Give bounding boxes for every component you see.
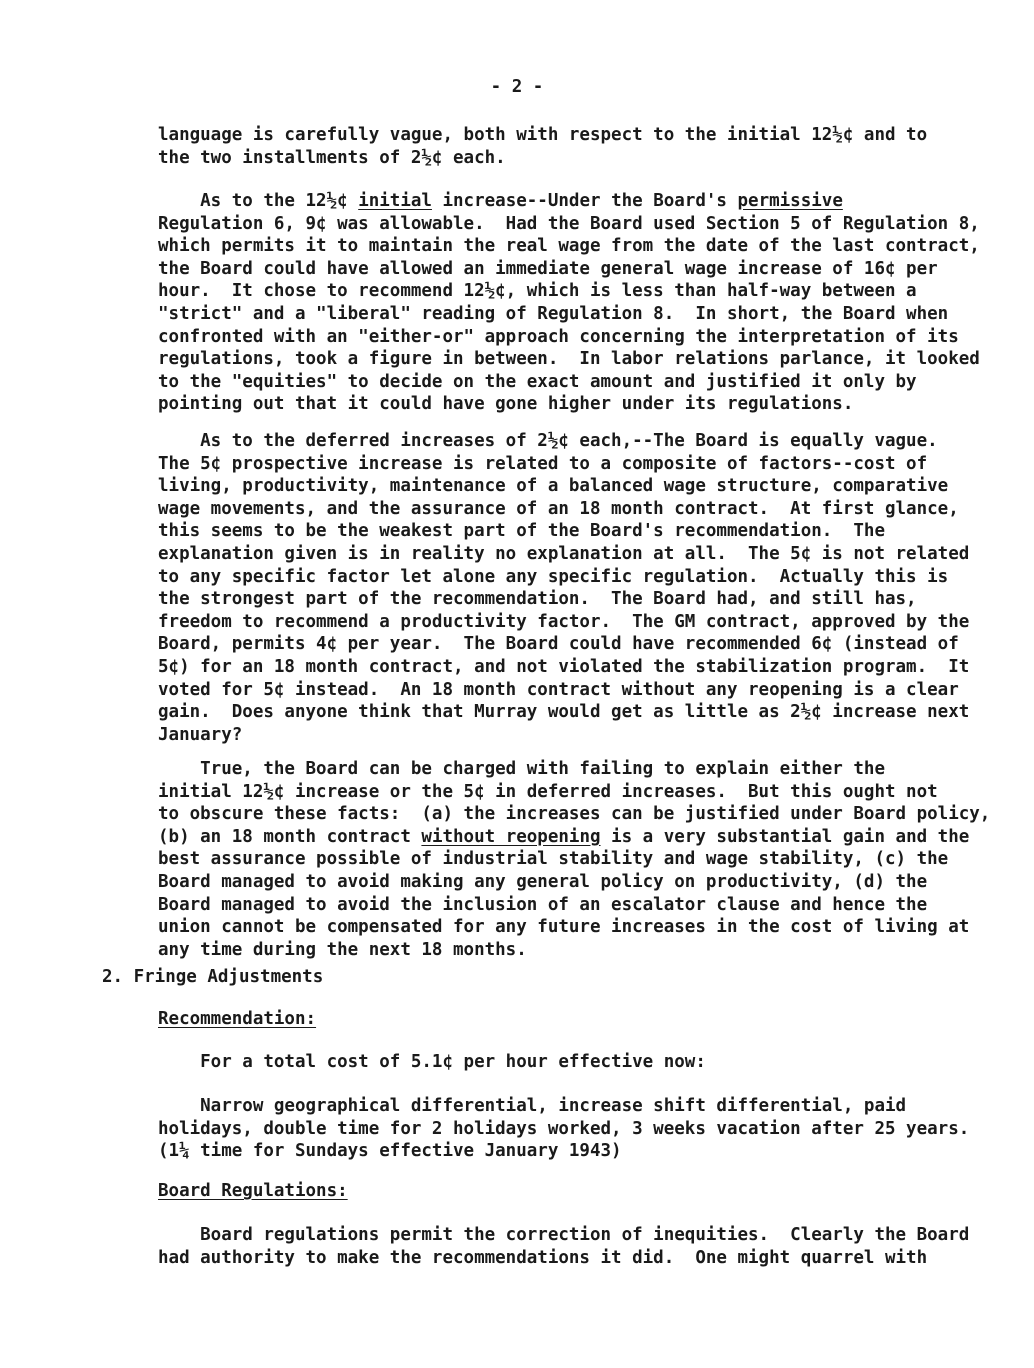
underlined-text: Board Regulations: bbox=[158, 1181, 348, 1201]
text-line: (b) an 18 month contract without reopening is a very substantial gain and the bbox=[158, 826, 970, 847]
text-line: any time during the next 18 months. bbox=[158, 939, 527, 960]
text-line: voted for 5¢ instead. An 18 month contract without any reopening is a clear bbox=[158, 679, 959, 700]
text-line: holidays, double time for 2 holidays worked, 3 weeks vacation after 25 years. bbox=[158, 1118, 970, 1139]
text-line: had authority to make the recommendations it did. One might quarrel with bbox=[158, 1247, 928, 1268]
text-line: confronted with an "either-or" approach concerning the interpretation of its bbox=[158, 326, 959, 347]
text-line: language is carefully vague, both with respect to the initial 12½¢ and to bbox=[158, 125, 928, 145]
text-line: explanation given is in reality no explanation at all. The 5¢ is not related bbox=[158, 543, 970, 564]
paragraph-total-cost bbox=[158, 1051, 706, 1074]
text-line: initial 12½¢ increase or the 5¢ in deferred increases. But this ought not bbox=[158, 781, 938, 802]
text-line: Board regulations permit the correction of inequities. Clearly the Board bbox=[158, 1225, 970, 1245]
paragraph-initial-increase bbox=[158, 190, 980, 416]
text-line bbox=[158, 1008, 316, 1031]
text-line: freedom to recommend a productivity factor. The GM contract, approved by the bbox=[158, 611, 970, 632]
text-line: union cannot be compensated for any future increases in the cost of living at bbox=[158, 917, 970, 938]
text-line: gain. Does anyone think that Murray would get as little as 2½¢ increase next bbox=[158, 702, 970, 723]
underlined-text: Recommendation: bbox=[158, 1009, 317, 1029]
page-number: - 2 - bbox=[490, 77, 544, 97]
text-line: Narrow geographical differential, increase shift differential, paid bbox=[158, 1096, 907, 1116]
underlined-text: initial bbox=[358, 191, 432, 211]
text-line: For a total cost of 5.1¢ per hour effective now: bbox=[158, 1052, 706, 1072]
section-heading-fringe-adjustments bbox=[102, 966, 323, 989]
paragraph-board-regulations bbox=[158, 1224, 969, 1269]
text-line: pointing out that it could have gone higher under its regulations. bbox=[158, 394, 854, 415]
text-line: As to the deferred increases of 2½¢ each,--The Board is equally vague. bbox=[158, 431, 938, 451]
text-line: The 5¢ prospective increase is related to a composite of factors--cost of bbox=[158, 453, 928, 474]
text-line: Board managed to avoid the inclusion of an escalator clause and hence the bbox=[158, 894, 928, 915]
paragraph-summary-facts bbox=[158, 758, 990, 961]
text-line: the two installments of 2½¢ each. bbox=[158, 147, 506, 168]
underlined-text: without reopening bbox=[421, 826, 601, 847]
text-line: True, the Board can be charged with failing to explain either the bbox=[158, 759, 885, 779]
paragraph-fringe-items bbox=[158, 1095, 969, 1163]
text-line: to obscure these facts: (a) the increases can be justified under Board policy, bbox=[158, 804, 991, 825]
text-line bbox=[158, 1180, 348, 1203]
text-line: 2. Fringe Adjustments bbox=[102, 967, 324, 987]
text-line: this seems to be the weakest part of the Board's recommendation. The bbox=[158, 521, 885, 542]
text-line: 5¢) for an 18 month contract, and not violated the stabilization program. It bbox=[158, 656, 970, 677]
text-line: to any specific factor let alone any specific regulation. Actually this is bbox=[158, 566, 949, 587]
text-line: hour. It chose to recommend 12½¢, which is less than half-way between a bbox=[158, 281, 917, 302]
subheading-board-regulations bbox=[158, 1180, 348, 1203]
text-line: best assurance possible of industrial stability and wage stability, (c) the bbox=[158, 849, 949, 870]
paragraph-deferred-increases bbox=[158, 430, 969, 746]
text-line: January? bbox=[158, 724, 243, 745]
text-line: the strongest part of the recommendation. The Board had, and still has, bbox=[158, 589, 917, 610]
text-line: which permits it to maintain the real wage from the date of the last contract, bbox=[158, 236, 980, 257]
text-line: the Board could have allowed an immediate general wage increase of 16¢ per bbox=[158, 258, 938, 279]
text-line: wage movements, and the assurance of an 18 month contract. At first glance, bbox=[158, 498, 959, 519]
text-line: Regulation 6, 9¢ was allowable. Had the Board used Section 5 of Regulation 8, bbox=[158, 213, 980, 234]
text-line: Board, permits 4¢ per year. The Board could have recommended 6¢ (instead of bbox=[158, 634, 959, 655]
text-line: to the "equities" to decide on the exact amount and justified it only by bbox=[158, 371, 917, 392]
underlined-text: permissive bbox=[737, 191, 843, 211]
text-line: living, productivity, maintenance of a balanced wage structure, comparative bbox=[158, 476, 949, 497]
paragraph-continuation bbox=[158, 124, 927, 169]
text-line: "strict" and a "liberal" reading of Regulation 8. In short, the Board when bbox=[158, 303, 949, 324]
text-line: Board managed to avoid making any general policy on productivity, (d) the bbox=[158, 871, 928, 892]
text-line: regulations, took a figure in between. In labor relations parlance, it looked bbox=[158, 349, 980, 370]
subheading-recommendation bbox=[158, 1008, 316, 1031]
text-line: As to the 12½¢ initial increase--Under the Board's permissive bbox=[158, 191, 843, 211]
text-line: (1¼ time for Sundays effective January 1943) bbox=[158, 1141, 622, 1162]
